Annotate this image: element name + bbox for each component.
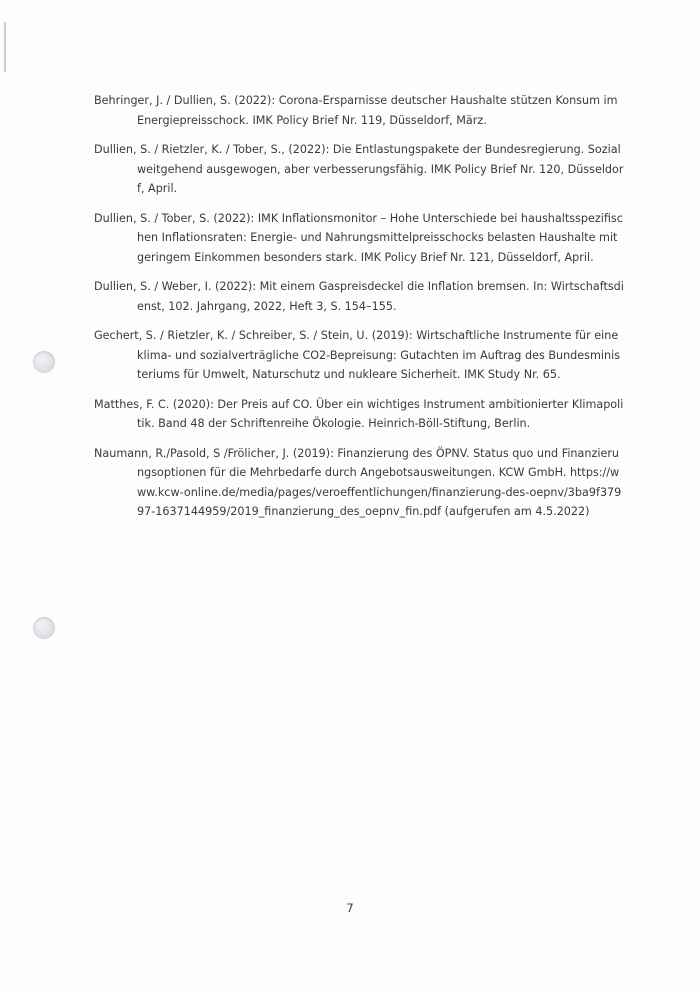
reference-entry: Behringer, J. / Dullien, S. (2022): Corona-Ersparnisse deutscher Haushalte stützen Konsum im Energiepreisschock. IMK Policy Brief Nr. 119, Düsseldorf, März. bbox=[94, 94, 618, 127]
reference-entry: Naumann, R./Pasold, S /Frölicher, J. (2019): Finanzierung des ÖPNV. Status quo und Finanzierungsoptionen für die Mehrbedarfe durch Angebotsausweitungen. KCW GmbH. https://www.kcw-online.de/media/pages/veroeffentlichungen/finanzierung-des-oepnv/3ba9f37997-1637144959/2019_finanzierung_des_oepnv_fin.pdf (aufgerufen am 4.5.2022) bbox=[94, 446, 622, 518]
page-number: 7 bbox=[346, 901, 354, 915]
reference-entry: Dullien, S. / Rietzler, K. / Tober, S., (2022): Die Entlastungspakete der Bundesregierung. Sozial weitgehend ausgewogen, aber verbesserungsfähig. IMK Policy Brief Nr. 120, Düsseldorf, April. bbox=[94, 143, 624, 195]
reference-entry: Gechert, S. / Rietzler, K. / Schreiber, S. / Stein, U. (2019): Wirtschaftliche Instrumente für eine klima- und sozialverträgliche CO2-Bepreisung: Gutachten im Auftrag des Bundesministeriums für Umwelt, Naturschutz und nukleare Sicherheit. IMK Study Nr. 65. bbox=[94, 329, 621, 381]
reference-entry: Dullien, S. / Tober, S. (2022): IMK Inflationsmonitor – Hohe Unterschiede bei haushaltsspezifischen Inflationsraten: Energie- und Nahrungsmittelpreisschocks belasten Haushalte mit geringem Einkommen besonders stark. IMK Policy Brief Nr. 121, Düsseldorf, April. bbox=[94, 211, 623, 264]
reference-list bbox=[94, 91, 624, 532]
scan-edge-line bbox=[4, 22, 6, 72]
reference-entry: Matthes, F. C. (2020): Der Preis auf CO. Über ein wichtiges Instrument ambitionierter Klimapolitik. Band 48 der Schriftenreihe Ökologie. Heinrich-Böll-Stiftung, Berlin. bbox=[94, 397, 624, 430]
punch-hole-icon bbox=[33, 351, 55, 373]
reference-entry: Dullien, S. / Weber, I. (2022): Mit einem Gaspreisdeckel die Inflation bremsen. In: Wirtschaftsdienst, 102. Jahrgang, 2022, Heft 3, S. 154–155. bbox=[94, 280, 624, 313]
punch-hole-icon bbox=[33, 617, 55, 639]
